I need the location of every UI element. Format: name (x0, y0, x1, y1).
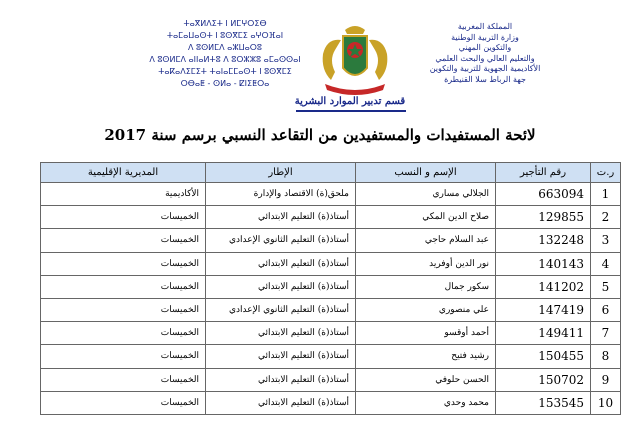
arabic-header-line: الأكاديمية الجهوية للتربية والتكوين (429, 64, 541, 73)
cell-name: سكور جمال (356, 275, 496, 298)
arabic-header (410, 22, 560, 85)
cell-dir: الخميسات (41, 322, 206, 345)
cell-n: 2 (591, 206, 621, 229)
cell-n: 8 (591, 345, 621, 368)
cell-dir: الخميسات (41, 345, 206, 368)
document-title: لائحة المستفيدات والمستفيدين من التقاعد النسبي برسم سنة 2017 (104, 126, 536, 144)
cell-cadre: أستاذ(ة) التعليم الابتدائي (206, 322, 356, 345)
department-underline (296, 110, 406, 112)
tifinagh-line: ⴷ ⵓⵙⵍⵎⴷ ⴰⵏⵏⴰⵍⵜⵓ ⴷ ⵓⵔⵣⵣⵓ ⴰⵎⴰⵙⵙⴰⵏ (149, 55, 301, 64)
cell-n: 7 (591, 322, 621, 345)
table-row (41, 275, 621, 298)
table-row (41, 206, 621, 229)
cell-cadre: أستاذ(ة) التعليم الثانوي الإعدادي (206, 229, 356, 252)
arabic-header-line: جهة الرباط سلا القنيطرة (444, 74, 526, 84)
coat-of-arms-icon (305, 20, 405, 100)
arabic-header-line: المملكة المغربية (457, 22, 513, 31)
cell-cadre: أستاذ(ة) التعليم الابتدائي (206, 252, 356, 275)
cell-name: صلاح الدين المكي (356, 206, 496, 229)
cell-cadre: أستاذ(ة) التعليم الابتدائي (206, 368, 356, 391)
cell-code: 132248 (496, 229, 591, 252)
cell-code: 140143 (496, 252, 591, 275)
column-header-index: ر.ت (591, 163, 621, 183)
cell-code: 141202 (496, 275, 591, 298)
table-header-row (41, 163, 621, 183)
cell-cadre: أستاذ(ة) التعليم الابتدائي (206, 206, 356, 229)
cell-cadre: أستاذ(ة) التعليم الابتدائي (206, 391, 356, 414)
cell-code: 147419 (496, 298, 591, 321)
tifinagh-header (140, 18, 310, 90)
cell-name: نور الدين أوفريد (356, 252, 496, 275)
cell-dir: الخميسات (41, 252, 206, 275)
cell-n: 10 (591, 391, 621, 414)
table-row (41, 298, 621, 321)
cell-code: 153545 (496, 391, 591, 414)
cell-name: رشيد فتيح (356, 345, 496, 368)
cell-name: الحسن حلوفي (356, 368, 496, 391)
table-row (41, 322, 621, 345)
cell-code: 150702 (496, 368, 591, 391)
arabic-header-line: والتكوين المهني (458, 43, 512, 52)
cell-dir: الخميسات (41, 298, 206, 321)
cell-cadre: أستاذ(ة) التعليم الثانوي الإعدادي (206, 298, 356, 321)
cell-dir: الخميسات (41, 368, 206, 391)
cell-dir: الخميسات (41, 391, 206, 414)
cell-n: 5 (591, 275, 621, 298)
cell-n: 4 (591, 252, 621, 275)
table-row (41, 183, 621, 206)
cell-cadre: ملحق(ة) الاقتصاد والإدارة (206, 183, 356, 206)
tifinagh-line: ⴷ ⵓⵙⵍⵎⴷ ⴰⵣⵡⴰⵔⵓ (188, 43, 262, 52)
table-row (41, 391, 621, 414)
column-header-code: رقم التأجير (496, 163, 591, 183)
cell-code: 149411 (496, 322, 591, 345)
cell-name: محمد وحدي (356, 391, 496, 414)
cell-dir: الخميسات (41, 275, 206, 298)
cell-n: 3 (591, 229, 621, 252)
table-row (41, 368, 621, 391)
tifinagh-line: ⵜⴰⴽⴰⴷⵉⵎⵉⵜ ⵜⴰⵏⴰⵎⵎⴰⵙⵜ ⵏ ⵓⵙⴳⵎⵉ (158, 67, 292, 76)
cell-dir: الخميسات (41, 229, 206, 252)
cell-code: 150455 (496, 345, 591, 368)
table-row (41, 252, 621, 275)
cell-code: 129855 (496, 206, 591, 229)
cell-name: علي منصوري (356, 298, 496, 321)
cell-name: أحمد أوقسو (356, 322, 496, 345)
tifinagh-line: ⵔⴱⴰⵟ - ⵙⵍⴰ - ⵇⵏⵉⵟⵔⴰ (180, 79, 270, 88)
tifinagh-line: ⵜⴰⴳⵍⴷⵉⵜ ⵏ ⵍⵎⵖⵔⵉⴱ (183, 19, 267, 28)
cell-dir: الخميسات (41, 206, 206, 229)
department-name: قسم تدبير الموارد البشرية (294, 96, 406, 107)
column-header-cadre: الإطار (206, 163, 356, 183)
cell-n: 9 (591, 368, 621, 391)
cell-name: عبد السلام حاجي (356, 229, 496, 252)
cell-n: 1 (591, 183, 621, 206)
tifinagh-line: ⵜⴰⵎⴰⵡⴰⵙⵜ ⵏ ⵓⵙⴳⵎⵉ ⴰⵖⵔⴼⴰⵏ (166, 31, 284, 40)
column-header-directorate: المديرية الإقليمية (41, 163, 206, 183)
cell-name: الجلالي مساري (356, 183, 496, 206)
cell-n: 6 (591, 298, 621, 321)
cell-code: 663094 (496, 183, 591, 206)
arabic-header-line: وزارة التربية الوطنية (451, 32, 519, 42)
column-header-name: الإسم و النسب (356, 163, 496, 183)
cell-cadre: أستاذ(ة) التعليم الابتدائي (206, 275, 356, 298)
beneficiaries-table (40, 162, 621, 415)
cell-cadre: أستاذ(ة) التعليم الابتدائي (206, 345, 356, 368)
arabic-header-line: والتعليم العالي والبحث العلمي (435, 53, 535, 63)
table-row (41, 345, 621, 368)
letterhead (0, 0, 640, 118)
table-row (41, 229, 621, 252)
cell-dir: الأكاديمية (41, 183, 206, 206)
